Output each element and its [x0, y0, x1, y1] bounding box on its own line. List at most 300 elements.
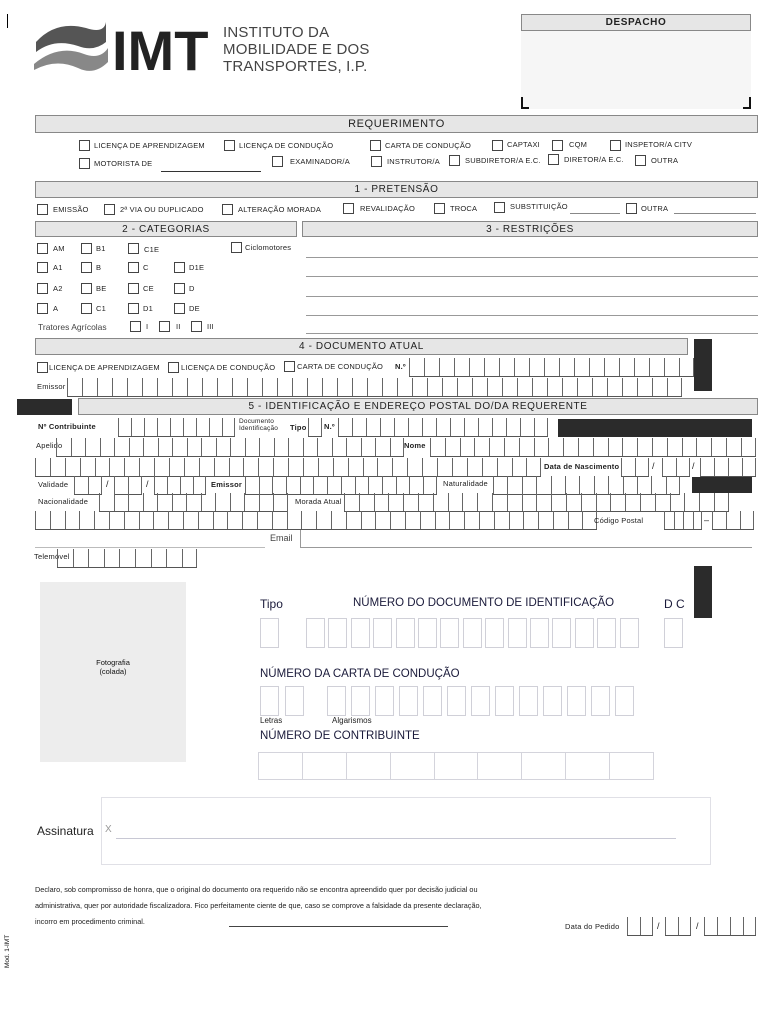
input-cell[interactable]	[497, 458, 512, 476]
digit-box[interactable]	[567, 686, 586, 716]
email-field[interactable]	[300, 530, 752, 548]
digit-box[interactable]	[530, 618, 549, 648]
cb-doc-licenca-aprendizagem[interactable]	[37, 362, 48, 373]
input-cell[interactable]	[445, 438, 460, 456]
input-cell[interactable]	[649, 358, 664, 376]
input-cell[interactable]	[366, 418, 380, 436]
input-cell[interactable]	[433, 493, 448, 511]
input-cell[interactable]	[202, 378, 217, 396]
input-cell[interactable]	[288, 438, 303, 456]
input-cell[interactable]	[79, 511, 94, 529]
input-cell[interactable]	[318, 458, 333, 476]
input-cell[interactable]	[693, 511, 703, 529]
input-cell[interactable]	[678, 917, 691, 935]
cb-instrutor[interactable]	[371, 156, 382, 167]
input-cell[interactable]	[563, 438, 578, 456]
input-cell[interactable]	[245, 476, 259, 494]
input-cell[interactable]	[538, 511, 553, 529]
input-cell[interactable]	[467, 458, 482, 476]
input-cell[interactable]	[394, 418, 408, 436]
input-cell[interactable]	[88, 476, 102, 494]
cb-outra-req[interactable]	[635, 155, 646, 166]
digit-box[interactable]	[485, 618, 504, 648]
input-cell[interactable]	[273, 458, 288, 476]
cp-3-cells[interactable]	[712, 511, 754, 530]
input-cell[interactable]	[625, 493, 640, 511]
input-cell[interactable]	[187, 378, 202, 396]
input-cell[interactable]	[519, 438, 534, 456]
input-cell[interactable]	[227, 511, 242, 529]
input-cell[interactable]	[439, 358, 454, 376]
input-cell[interactable]	[578, 438, 593, 456]
input-cell[interactable]	[300, 476, 314, 494]
input-cell[interactable]	[436, 418, 450, 436]
input-cell[interactable]	[492, 493, 507, 511]
input-cell[interactable]	[741, 438, 756, 456]
input-cell[interactable]	[301, 511, 316, 529]
cb-motorista[interactable]	[79, 158, 90, 169]
input-cell[interactable]	[144, 418, 157, 436]
signature-box[interactable]	[101, 797, 711, 865]
input-cell[interactable]	[232, 378, 247, 396]
input-cell[interactable]	[67, 378, 82, 396]
input-cell[interactable]	[307, 378, 322, 396]
input-cell[interactable]	[499, 358, 514, 376]
input-cell[interactable]	[104, 549, 120, 567]
input-cell[interactable]	[482, 458, 497, 476]
input-cell[interactable]	[589, 358, 604, 376]
digit-box[interactable]	[575, 618, 594, 648]
input-cell[interactable]	[303, 458, 318, 476]
input-cell[interactable]	[679, 358, 694, 376]
input-cell[interactable]	[740, 511, 754, 529]
input-cell[interactable]	[523, 511, 538, 529]
input-cell[interactable]	[201, 493, 216, 511]
input-cell[interactable]	[634, 358, 649, 376]
input-cell[interactable]	[397, 378, 412, 396]
input-cell[interactable]	[534, 438, 549, 456]
input-cell[interactable]	[242, 511, 257, 529]
input-cell[interactable]	[422, 418, 436, 436]
input-cell[interactable]	[742, 458, 756, 476]
input-cell[interactable]	[129, 438, 144, 456]
input-cell[interactable]	[699, 493, 714, 511]
input-cell[interactable]	[94, 511, 109, 529]
input-cell[interactable]	[114, 476, 128, 494]
input-cell[interactable]	[662, 458, 676, 476]
input-cell[interactable]	[85, 438, 100, 456]
input-cell[interactable]	[65, 511, 80, 529]
input-cell[interactable]	[65, 458, 80, 476]
input-cell[interactable]	[442, 378, 457, 396]
contribuinte-boxes[interactable]	[258, 752, 654, 780]
input-cell[interactable]	[667, 378, 682, 396]
input-cell[interactable]	[344, 493, 359, 511]
input-cell[interactable]	[460, 438, 475, 456]
cb-troca[interactable]	[434, 203, 445, 214]
input-cell[interactable]	[619, 358, 634, 376]
input-cell[interactable]	[487, 378, 502, 396]
input-cell[interactable]	[684, 493, 699, 511]
input-cell[interactable]	[484, 358, 499, 376]
input-cell[interactable]	[186, 493, 201, 511]
input-cell[interactable]	[109, 458, 124, 476]
input-cell[interactable]	[682, 438, 697, 456]
input-cell[interactable]	[574, 358, 589, 376]
input-cell[interactable]	[259, 493, 274, 511]
telemovel-cells[interactable]	[57, 549, 197, 568]
pedido-ano-cells[interactable]	[704, 917, 756, 936]
input-cell[interactable]	[217, 378, 232, 396]
input-cell[interactable]	[128, 493, 143, 511]
input-cell[interactable]	[652, 438, 667, 456]
input-cell[interactable]	[359, 493, 374, 511]
input-cell[interactable]	[346, 438, 361, 456]
nome-cells[interactable]	[430, 438, 756, 457]
input-cell[interactable]	[640, 493, 655, 511]
input-cell[interactable]	[608, 438, 623, 456]
input-cell[interactable]	[244, 493, 259, 511]
input-cell[interactable]	[172, 493, 187, 511]
input-cell[interactable]	[348, 458, 363, 476]
input-cell[interactable]	[100, 438, 115, 456]
digit-box[interactable]	[597, 618, 616, 648]
input-cell[interactable]	[139, 511, 154, 529]
input-cell[interactable]	[506, 418, 520, 436]
input-cell[interactable]	[670, 493, 685, 511]
digit-box[interactable]	[543, 686, 562, 716]
digit-box[interactable]	[471, 686, 490, 716]
validade-dia-cells[interactable]	[74, 476, 102, 495]
input-cell[interactable]	[449, 511, 464, 529]
input-cell[interactable]	[143, 438, 158, 456]
input-cell[interactable]	[390, 438, 405, 456]
input-cell[interactable]	[382, 476, 396, 494]
digit-box[interactable]	[351, 686, 370, 716]
input-cell[interactable]	[88, 549, 104, 567]
digit-box[interactable]	[463, 618, 482, 648]
input-cell[interactable]	[514, 358, 529, 376]
input-cell[interactable]	[627, 917, 640, 935]
input-cell[interactable]	[114, 438, 129, 456]
input-cell[interactable]	[50, 458, 65, 476]
digit-box[interactable]	[620, 618, 639, 648]
input-cell[interactable]	[566, 493, 581, 511]
restricoes-line-2[interactable]	[306, 276, 758, 277]
input-cell[interactable]	[522, 476, 536, 494]
input-cell[interactable]	[322, 378, 337, 396]
input-cell[interactable]	[529, 358, 544, 376]
input-cell[interactable]	[457, 378, 472, 396]
input-cell[interactable]	[418, 493, 433, 511]
input-cell[interactable]	[477, 493, 492, 511]
input-cell[interactable]	[157, 378, 172, 396]
substituicao-field[interactable]	[570, 213, 620, 214]
input-cell[interactable]	[193, 476, 206, 494]
input-cell[interactable]	[504, 438, 519, 456]
input-cell[interactable]	[676, 458, 690, 476]
input-cell[interactable]	[479, 511, 494, 529]
restricoes-line-5[interactable]	[306, 333, 758, 334]
input-cell[interactable]	[215, 493, 230, 511]
input-cell[interactable]	[730, 917, 743, 935]
input-cell[interactable]	[151, 549, 167, 567]
outra-pret-field[interactable]	[674, 213, 756, 214]
digit-box[interactable]	[519, 686, 538, 716]
cb-trator-ii[interactable]	[159, 321, 170, 332]
input-cell[interactable]	[331, 511, 346, 529]
cb-examinador[interactable]	[272, 156, 283, 167]
input-cell[interactable]	[712, 511, 726, 529]
input-cell[interactable]	[424, 358, 439, 376]
input-cell[interactable]	[622, 378, 637, 396]
input-cell[interactable]	[257, 511, 272, 529]
digit-box[interactable]	[375, 686, 394, 716]
cb-cat-a2[interactable]	[37, 283, 48, 294]
digit-box[interactable]	[447, 686, 466, 716]
input-cell[interactable]	[292, 378, 307, 396]
input-cell[interactable]	[667, 438, 682, 456]
cb-cat-ce[interactable]	[128, 283, 139, 294]
input-cell[interactable]	[396, 476, 410, 494]
input-cell[interactable]	[532, 378, 547, 396]
input-cell[interactable]	[119, 549, 135, 567]
morada-cont-cells[interactable]	[35, 511, 597, 530]
input-cell[interactable]	[409, 358, 424, 376]
input-cell[interactable]	[408, 418, 422, 436]
input-cell[interactable]	[640, 917, 653, 935]
input-cell[interactable]	[180, 476, 193, 494]
input-cell[interactable]	[135, 549, 151, 567]
input-cell[interactable]	[548, 438, 563, 456]
cb-licenca-conducao[interactable]	[224, 140, 235, 151]
cb-inspetor[interactable]	[610, 140, 621, 151]
input-cell[interactable]	[182, 549, 198, 567]
input-cell[interactable]	[169, 458, 184, 476]
input-cell[interactable]	[338, 418, 352, 436]
nacionalidade-cells[interactable]	[99, 493, 288, 512]
cb-cat-d1[interactable]	[128, 303, 139, 314]
input-cell[interactable]	[594, 476, 608, 494]
input-cell[interactable]	[259, 476, 273, 494]
input-cell[interactable]	[74, 476, 88, 494]
digit-box[interactable]	[615, 686, 634, 716]
input-cell[interactable]	[168, 511, 183, 529]
input-cell[interactable]	[216, 438, 231, 456]
digit-box[interactable]	[552, 618, 571, 648]
digit-box[interactable]	[351, 618, 370, 648]
input-cell[interactable]	[230, 438, 245, 456]
input-cell[interactable]	[409, 476, 423, 494]
input-cell[interactable]	[507, 476, 521, 494]
input-cell[interactable]	[452, 458, 467, 476]
input-cell[interactable]	[403, 493, 418, 511]
cb-subdiretor[interactable]	[449, 155, 460, 166]
nasc-dia-cells[interactable]	[621, 458, 649, 477]
input-cell[interactable]	[665, 917, 678, 935]
input-cell[interactable]	[274, 438, 289, 456]
input-cell[interactable]	[118, 418, 131, 436]
input-cell[interactable]	[565, 476, 579, 494]
input-cell[interactable]	[367, 378, 382, 396]
input-cell[interactable]	[95, 458, 110, 476]
input-cell[interactable]	[412, 378, 427, 396]
digit-box[interactable]	[328, 618, 347, 648]
input-cell[interactable]	[258, 458, 273, 476]
digit-box[interactable]	[591, 686, 610, 716]
restricoes-line-4[interactable]	[306, 315, 758, 316]
input-cell[interactable]	[196, 418, 209, 436]
input-cell[interactable]	[245, 438, 260, 456]
input-cell[interactable]	[544, 358, 559, 376]
input-cell[interactable]	[536, 476, 550, 494]
input-cell[interactable]	[743, 917, 756, 935]
input-cell[interactable]	[388, 493, 403, 511]
input-cell[interactable]	[621, 458, 635, 476]
cb-substituicao[interactable]	[494, 202, 505, 213]
input-cell[interactable]	[683, 511, 693, 529]
input-cell[interactable]	[655, 493, 670, 511]
cb-cat-b[interactable]	[81, 262, 92, 273]
input-cell[interactable]	[509, 511, 524, 529]
input-cell[interactable]	[492, 418, 506, 436]
input-cell[interactable]	[286, 476, 300, 494]
input-cell[interactable]	[604, 358, 619, 376]
input-cell[interactable]	[368, 476, 382, 494]
input-cell[interactable]	[56, 438, 71, 456]
input-cell[interactable]	[462, 493, 477, 511]
cb-cat-c1e[interactable]	[128, 243, 139, 254]
input-cell[interactable]	[341, 476, 355, 494]
input-cell[interactable]	[157, 418, 170, 436]
input-cell[interactable]	[377, 458, 392, 476]
cb-licenca-aprendizagem[interactable]	[79, 140, 90, 151]
input-cell[interactable]	[153, 511, 168, 529]
cb-cat-d1e[interactable]	[174, 262, 185, 273]
input-cell[interactable]	[422, 458, 437, 476]
input-cell[interactable]	[526, 458, 541, 476]
digit-box[interactable]	[440, 618, 459, 648]
morada-cells[interactable]	[344, 493, 729, 512]
cb-captaxi[interactable]	[492, 140, 503, 151]
input-cell[interactable]	[183, 511, 198, 529]
input-cell[interactable]	[437, 458, 452, 476]
cb-trator-iii[interactable]	[191, 321, 202, 332]
input-cell[interactable]	[637, 438, 652, 456]
input-cell[interactable]	[352, 418, 366, 436]
input-cell[interactable]	[512, 458, 527, 476]
cb-cat-d[interactable]	[174, 283, 185, 294]
input-cell[interactable]	[288, 458, 303, 476]
input-cell[interactable]	[704, 917, 717, 935]
input-cell[interactable]	[35, 458, 50, 476]
despacho-box[interactable]	[521, 31, 751, 109]
input-cell[interactable]	[423, 476, 437, 494]
cb-cat-a[interactable]	[37, 303, 48, 314]
input-cell[interactable]	[222, 418, 235, 436]
input-cell[interactable]	[316, 511, 331, 529]
restricoes-line-1[interactable]	[306, 257, 758, 258]
input-cell[interactable]	[726, 438, 741, 456]
input-cell[interactable]	[717, 917, 730, 935]
cb-diretor[interactable]	[548, 154, 559, 165]
input-cell[interactable]	[380, 418, 394, 436]
input-cell[interactable]	[652, 378, 667, 396]
input-cell[interactable]	[696, 438, 711, 456]
cb-2via[interactable]	[104, 204, 115, 215]
input-cell[interactable]	[167, 476, 180, 494]
cb-cat-c1[interactable]	[81, 303, 92, 314]
input-cell[interactable]	[346, 511, 361, 529]
input-cell[interactable]	[464, 511, 479, 529]
digit-box[interactable]	[508, 618, 527, 648]
input-cell[interactable]	[166, 549, 182, 567]
input-cell[interactable]	[139, 458, 154, 476]
contribuinte-cells[interactable]	[118, 418, 235, 437]
pedido-dia-cells[interactable]	[627, 917, 653, 936]
input-cell[interactable]	[198, 511, 213, 529]
input-cell[interactable]	[114, 493, 129, 511]
input-cell[interactable]	[361, 511, 376, 529]
cb-trator-i[interactable]	[130, 321, 141, 332]
input-cell[interactable]	[57, 549, 73, 567]
cb-cqm[interactable]	[552, 140, 563, 151]
input-cell[interactable]	[109, 511, 124, 529]
input-cell[interactable]	[374, 493, 389, 511]
cb-cat-ciclomotores[interactable]	[231, 242, 242, 253]
input-cell[interactable]	[112, 378, 127, 396]
input-cell[interactable]	[333, 458, 348, 476]
input-cell[interactable]	[262, 378, 277, 396]
input-cell[interactable]	[154, 458, 169, 476]
input-cell[interactable]	[187, 438, 202, 456]
input-cell[interactable]	[551, 476, 565, 494]
input-cell[interactable]	[478, 418, 492, 436]
input-cell[interactable]	[489, 438, 504, 456]
input-cell[interactable]	[80, 458, 95, 476]
input-cell[interactable]	[551, 493, 566, 511]
input-cell[interactable]	[247, 378, 262, 396]
input-cell[interactable]	[170, 418, 183, 436]
input-cell[interactable]	[581, 493, 596, 511]
input-cell[interactable]	[313, 476, 327, 494]
input-cell[interactable]	[651, 476, 665, 494]
input-cell[interactable]	[637, 476, 651, 494]
input-cell[interactable]	[332, 438, 347, 456]
input-cell[interactable]	[127, 378, 142, 396]
input-cell[interactable]	[714, 458, 728, 476]
digit-box[interactable]	[495, 686, 514, 716]
input-cell[interactable]	[553, 511, 568, 529]
cb-cat-c[interactable]	[128, 262, 139, 273]
cb-alteracao-morada[interactable]	[222, 204, 233, 215]
input-cell[interactable]	[277, 378, 292, 396]
digit-box[interactable]	[396, 618, 415, 648]
input-cell[interactable]	[392, 458, 407, 476]
input-cell[interactable]	[35, 511, 50, 529]
input-cell[interactable]	[337, 378, 352, 396]
cb-revalidacao[interactable]	[343, 203, 354, 214]
input-cell[interactable]	[287, 511, 302, 529]
input-cell[interactable]	[352, 378, 367, 396]
digit-box[interactable]	[260, 686, 279, 716]
apelido-cells[interactable]	[56, 438, 404, 457]
cp-4-cells[interactable]	[664, 511, 702, 530]
input-cell[interactable]	[622, 438, 637, 456]
nasc-ano-cells[interactable]	[700, 458, 756, 477]
cb-emissao[interactable]	[37, 204, 48, 215]
input-cell[interactable]	[317, 438, 332, 456]
